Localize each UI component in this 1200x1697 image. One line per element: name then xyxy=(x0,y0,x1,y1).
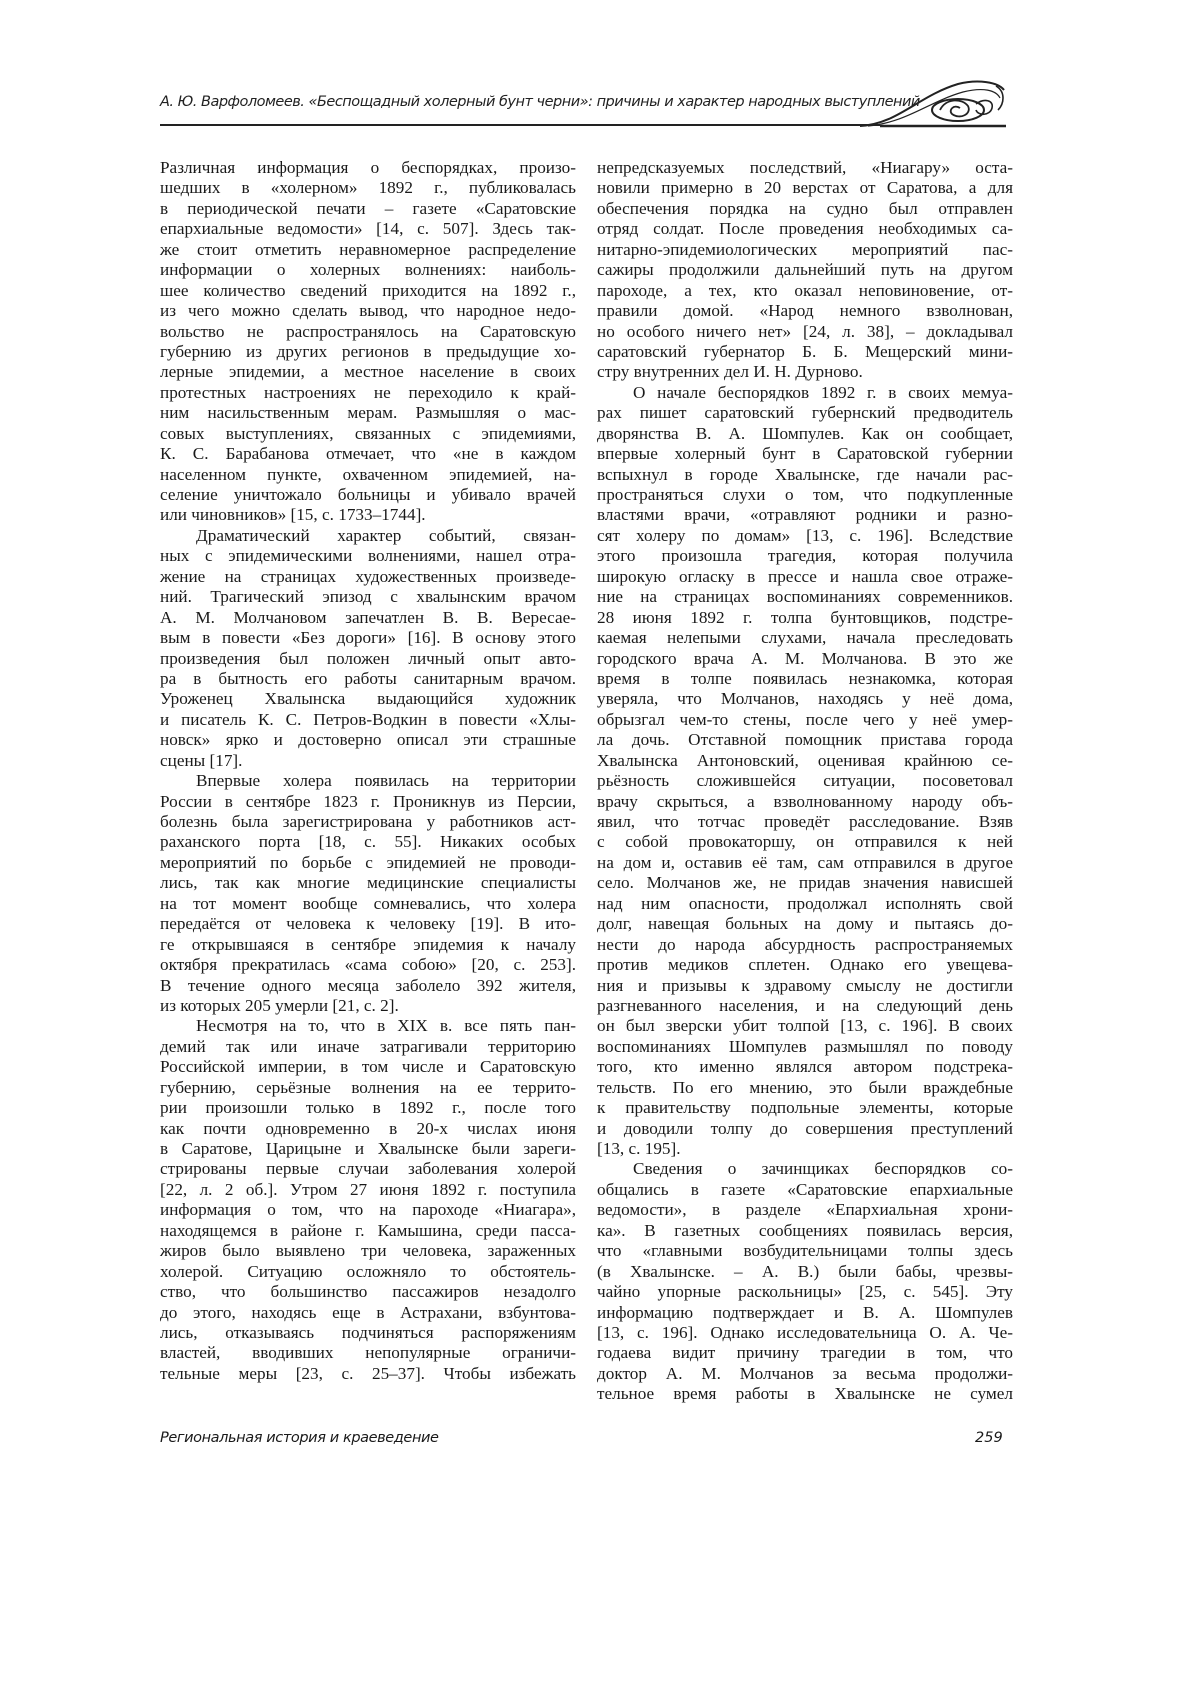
text-line: Уроженец Хвалынска выдающийся художник xyxy=(160,689,576,709)
text-line: в Саратове, Царицыне и Хвалынске были зареги- xyxy=(160,1139,576,1158)
text-line: время в толпе появилась незнакомка, которая xyxy=(597,668,1013,688)
text-line: сят холеру по домам» [13, с. 196]. Вследствие xyxy=(597,525,1013,545)
text-line: властями врачи, «отравляют родники и разно- xyxy=(597,505,1013,525)
text-line: епархиальные ведомости» [14, с. 507]. Здесь так- xyxy=(160,219,576,239)
text-line: доктор А. М. Молчанов за весьма продолжи- xyxy=(597,1363,1013,1383)
text-line: информации о холерных волнениях: наиболь- xyxy=(160,260,576,280)
text-line: вым в повести «Без дороги» [16]. В основу этого xyxy=(160,628,576,648)
text-line: правили домой. «Народ немного взволнован, xyxy=(597,301,1013,321)
text-line: холерой. Ситуацию осложняло то обстоятель- xyxy=(160,1261,576,1281)
text-line: 28 июня 1892 г. толпа бунтовщиков, подстре- xyxy=(597,607,1013,627)
text-line: информацию подтверждает и В. А. Шомпулев xyxy=(597,1302,1013,1322)
text-line: губернию из других регионов в предыдущие хо- xyxy=(160,341,576,361)
text-line: сажиры продолжили дальнейший путь на другом xyxy=(597,260,1013,280)
text-line: Российской империи, в том числе и Саратовскую xyxy=(160,1057,576,1077)
text-line: воспоминаниях Шомпулев размышлял по поводу xyxy=(597,1036,1013,1056)
text-line: стру внутренних дел И. Н. Дурново. xyxy=(597,362,863,382)
text-line: болезнь была зарегистрирована у работников аст- xyxy=(160,812,576,831)
text-line: каемая нелепыми слухами, начала преследовать xyxy=(597,628,1013,648)
decorative-ornament-icon xyxy=(858,76,1008,134)
text-line: тельств. По его мнению, это были враждебные xyxy=(597,1077,1013,1097)
text-line: врачу скрыться, а взволнованному народу объ- xyxy=(597,791,1013,811)
text-line: жиров было выявлено три человека, зараженных xyxy=(160,1241,576,1261)
text-line: рах пишет саратовский губернский предводитель xyxy=(597,403,1013,423)
text-line: Драматический характер событий, связан- xyxy=(196,525,576,545)
text-line: селение уничтожало больницы и убивало врачей xyxy=(160,485,576,504)
text-line: протестных настроениях не переходило к край- xyxy=(160,382,576,402)
text-line: из чего можно сделать вывод, что народное недо- xyxy=(160,301,576,321)
header-rule xyxy=(160,124,880,126)
text-line: в периодической печати – газете «Саратовские xyxy=(160,198,576,218)
text-line: этого произошла трагедия, которая получила xyxy=(597,546,1013,566)
text-line: ство, что большинство пассажиров незадолго xyxy=(160,1282,576,1302)
page-number: 259 xyxy=(975,1430,1003,1446)
text-line: ведомости», в разделе «Епархиальная хрони- xyxy=(597,1200,1013,1220)
text-line: городского врача А. М. Молчанова. В это же xyxy=(597,648,1013,668)
text-line: общались в газете «Саратовские епархиальные xyxy=(597,1179,1013,1199)
text-line: вспыхнул в городе Хвалынске, где начали рас- xyxy=(597,464,1013,484)
text-line: раханского порта [18, с. 55]. Никаких особых xyxy=(160,832,576,852)
text-line: мероприятий по борьбе с эпидемией не проводи- xyxy=(160,852,576,872)
text-line: населенном пункте, охваченном эпидемией, на- xyxy=(160,464,576,484)
text-line: против медиков сплетен. Однако его увещева- xyxy=(597,955,1013,975)
text-line: Несмотря на то, что в XIX в. все пять пан- xyxy=(196,1016,576,1036)
text-line: на дом и, оставив её там, сам отправился в другое xyxy=(597,852,1013,872)
text-line: отряд солдат. После проведения необходимых са- xyxy=(597,219,1013,239)
text-line: дворянства В. А. Шомпулев. Как он сообщает, xyxy=(597,423,1013,443)
text-line: лерные эпидемии, а местное население в своих xyxy=(160,362,576,382)
text-line: демий так или иначе затрагивали территорию xyxy=(160,1036,576,1056)
text-line: В течение одного месяца заболело 392 жителя, xyxy=(160,975,576,995)
text-line: широкую огласку в прессе и нашла свое отраже- xyxy=(597,566,1013,586)
text-line: властей, вводивших непопулярные ограничи- xyxy=(160,1343,576,1363)
text-line: рьёзность сложившейся ситуации, посоветовал xyxy=(597,771,1013,791)
text-line: над ним опасности, продолжал исполнять свой xyxy=(597,893,1013,913)
text-line: обеспечения порядка на судно был отправлен xyxy=(597,198,1013,218)
text-line: и доводили толпу до совершения преступлений xyxy=(597,1118,1013,1138)
text-line: с собой провокаторшу, он отправился к ней xyxy=(597,832,1013,852)
column-right xyxy=(597,158,1013,1405)
text-line: (в Хвалынске. – А. В.) были бабы, чрезвы- xyxy=(597,1261,1013,1281)
text-line: ним насильственным мерам. Размышляя о мас- xyxy=(160,403,576,423)
text-line: и писатель К. С. Петров-Водкин в повести «Хлы- xyxy=(160,709,576,729)
text-line: октября прекратилась «сама собою» [20, с. 253]. xyxy=(160,955,576,975)
text-line: ла дочь. Отставной помощник пристава города xyxy=(597,730,1013,750)
text-line: тельное время работы в Хвалынске не сумел xyxy=(597,1384,1013,1404)
text-line: ге открывшаяся в сентябре эпидемия к началу xyxy=(160,934,576,954)
text-line: сцены [17]. xyxy=(160,750,243,770)
text-line: Впервые холера появилась на территории xyxy=(196,771,576,791)
text-line: того, кто именно являлся автором подстрека- xyxy=(597,1057,1013,1077)
text-line: [13, с. 195]. xyxy=(597,1139,681,1158)
text-line: совых выступлениях, связанных с эпидемиями, xyxy=(160,423,576,443)
text-line: к правительству подпольные элементы, которые xyxy=(597,1098,1013,1118)
text-line: непредсказуемых последствий, «Ниагару» оста- xyxy=(597,158,1013,177)
text-line: жение на страницах художественных произведе- xyxy=(160,566,576,586)
text-line: разгневанного населения, и на следующий день xyxy=(597,995,1013,1015)
text-line: впервые холерный бунт в Саратовской губернии xyxy=(597,444,1013,464)
text-line: пространяться слухи о том, что подкупленные xyxy=(597,485,1013,504)
text-line: что «главными возбудительницами толпы здесь xyxy=(597,1241,1013,1261)
text-line: новск» ярко и достоверно описал эти страшные xyxy=(160,730,576,750)
text-line: Сведения о зачинщиках беспорядков со- xyxy=(633,1159,1013,1179)
text-line: уверяла, что Молчанов, находясь у неё дома, xyxy=(597,689,1013,709)
journal-title: Региональная история и краеведение xyxy=(160,1430,439,1446)
text-line: шее количество сведений приходится на 1892 г., xyxy=(160,280,576,300)
text-line: [13, с. 196]. Однако исследовательница О. А. Че- xyxy=(597,1322,1013,1342)
text-line: передаётся от человека к человеку [19]. В ито- xyxy=(160,914,576,934)
text-line: [22, л. 2 об.]. Утром 27 июня 1892 г. поступила xyxy=(160,1179,576,1199)
text-line: Хвалынска Антоновский, оценивая крайнюю се- xyxy=(597,750,1013,770)
text-line: ных с эпидемическими волнениями, нашел отра- xyxy=(160,546,576,566)
text-line: до этого, находясь еще в Астрахани, взбунтова- xyxy=(160,1302,576,1322)
text-line: информация о том, что на пароходе «Ниагара», xyxy=(160,1200,576,1220)
text-line: обрызгал чем-то стены, после чего у неё умер- xyxy=(597,709,1013,729)
text-line: село. Молчанов же, не придав значения нависшей xyxy=(597,873,1013,893)
text-line: но особого ничего нет» [24, л. 38], – докладывал xyxy=(597,321,1013,341)
text-line: новили примерно в 20 верстах от Саратова, а для xyxy=(597,178,1013,198)
text-line: как почти одновременно в 20-х числах июня xyxy=(160,1118,576,1138)
text-line: нести до народа абсурдность распространяемых xyxy=(597,934,1013,954)
text-line: О начале беспорядков 1892 г. в своих мемуа- xyxy=(633,382,1013,402)
text-line: произведения был положен личный опыт авто- xyxy=(160,648,576,668)
text-line: чайно упорные раскольницы» [25, с. 545]. Эту xyxy=(597,1282,1013,1302)
column-left xyxy=(160,158,576,1384)
text-line: пароходе, а тех, кто оказал неповиновение, от- xyxy=(597,280,1013,300)
text-line: шедших в «холерном» 1892 г., публиковалась xyxy=(160,178,576,198)
text-line: саратовский губернатор Б. Б. Мещерский мини- xyxy=(597,341,1013,361)
running-header: А. Ю. Варфоломеев. «Беспощадный холерный бунт черни»: причины и характер народных выступлений xyxy=(160,94,920,110)
text-line: тельные меры [23, с. 25–37]. Чтобы избежать xyxy=(160,1363,576,1383)
text-line: лись, отказываясь подчиняться распоряжениям xyxy=(160,1322,576,1342)
text-line: лись, так как многие медицинские специалисты xyxy=(160,873,576,893)
text-line: долг, навещая больных на дому и пытаясь до- xyxy=(597,914,1013,934)
text-line: он был зверски убит толпой [13, с. 196]. В своих xyxy=(597,1016,1013,1036)
text-line: стрированы первые случаи заболевания холерой xyxy=(160,1159,576,1179)
text-line: ния и призывы к здравому смыслу не достигли xyxy=(597,975,1013,995)
text-line: явил, что тотчас проведёт расследование. Взяв xyxy=(597,812,1013,831)
text-line: рии произошли только в 1892 г., после того xyxy=(160,1098,576,1118)
text-line: ка». В газетных сообщениях появилась версия, xyxy=(597,1220,1013,1240)
text-line: же стоит отметить неравномерное распределение xyxy=(160,239,576,259)
text-line: К. С. Барабанова отмечает, что «не в каждом xyxy=(160,444,576,464)
text-line: ние на страницах воспоминаниях современников. xyxy=(597,587,1013,607)
text-line: А. М. Молчановом запечатлен В. В. Вересае- xyxy=(160,607,576,627)
text-line: из которых 205 умерли [21, с. 2]. xyxy=(160,995,399,1015)
text-line: губернию, серьёзные волнения на ее террито- xyxy=(160,1077,576,1097)
text-line: нитарно-эпидемиологических мероприятий пас- xyxy=(597,239,1013,259)
text-line: вольство не распространялось на Саратовскую xyxy=(160,321,576,341)
text-line: Различная информация о беспорядках, произо- xyxy=(160,158,576,177)
text-line: ний. Трагический эпизод с хвалынским врачом xyxy=(160,587,576,607)
text-line: или чиновников» [15, с. 1733–1744]. xyxy=(160,505,426,525)
text-line: ра в бытность его работы санитарным врачом. xyxy=(160,668,576,688)
text-line: годаева видит причину трагедии в том, что xyxy=(597,1343,1013,1363)
text-line: находящемся в районе г. Камышина, среди пасса- xyxy=(160,1220,576,1240)
text-line: России в сентябре 1823 г. Проникнув из Персии, xyxy=(160,791,576,811)
text-line: на тот момент вообще сомневались, что холера xyxy=(160,893,576,913)
